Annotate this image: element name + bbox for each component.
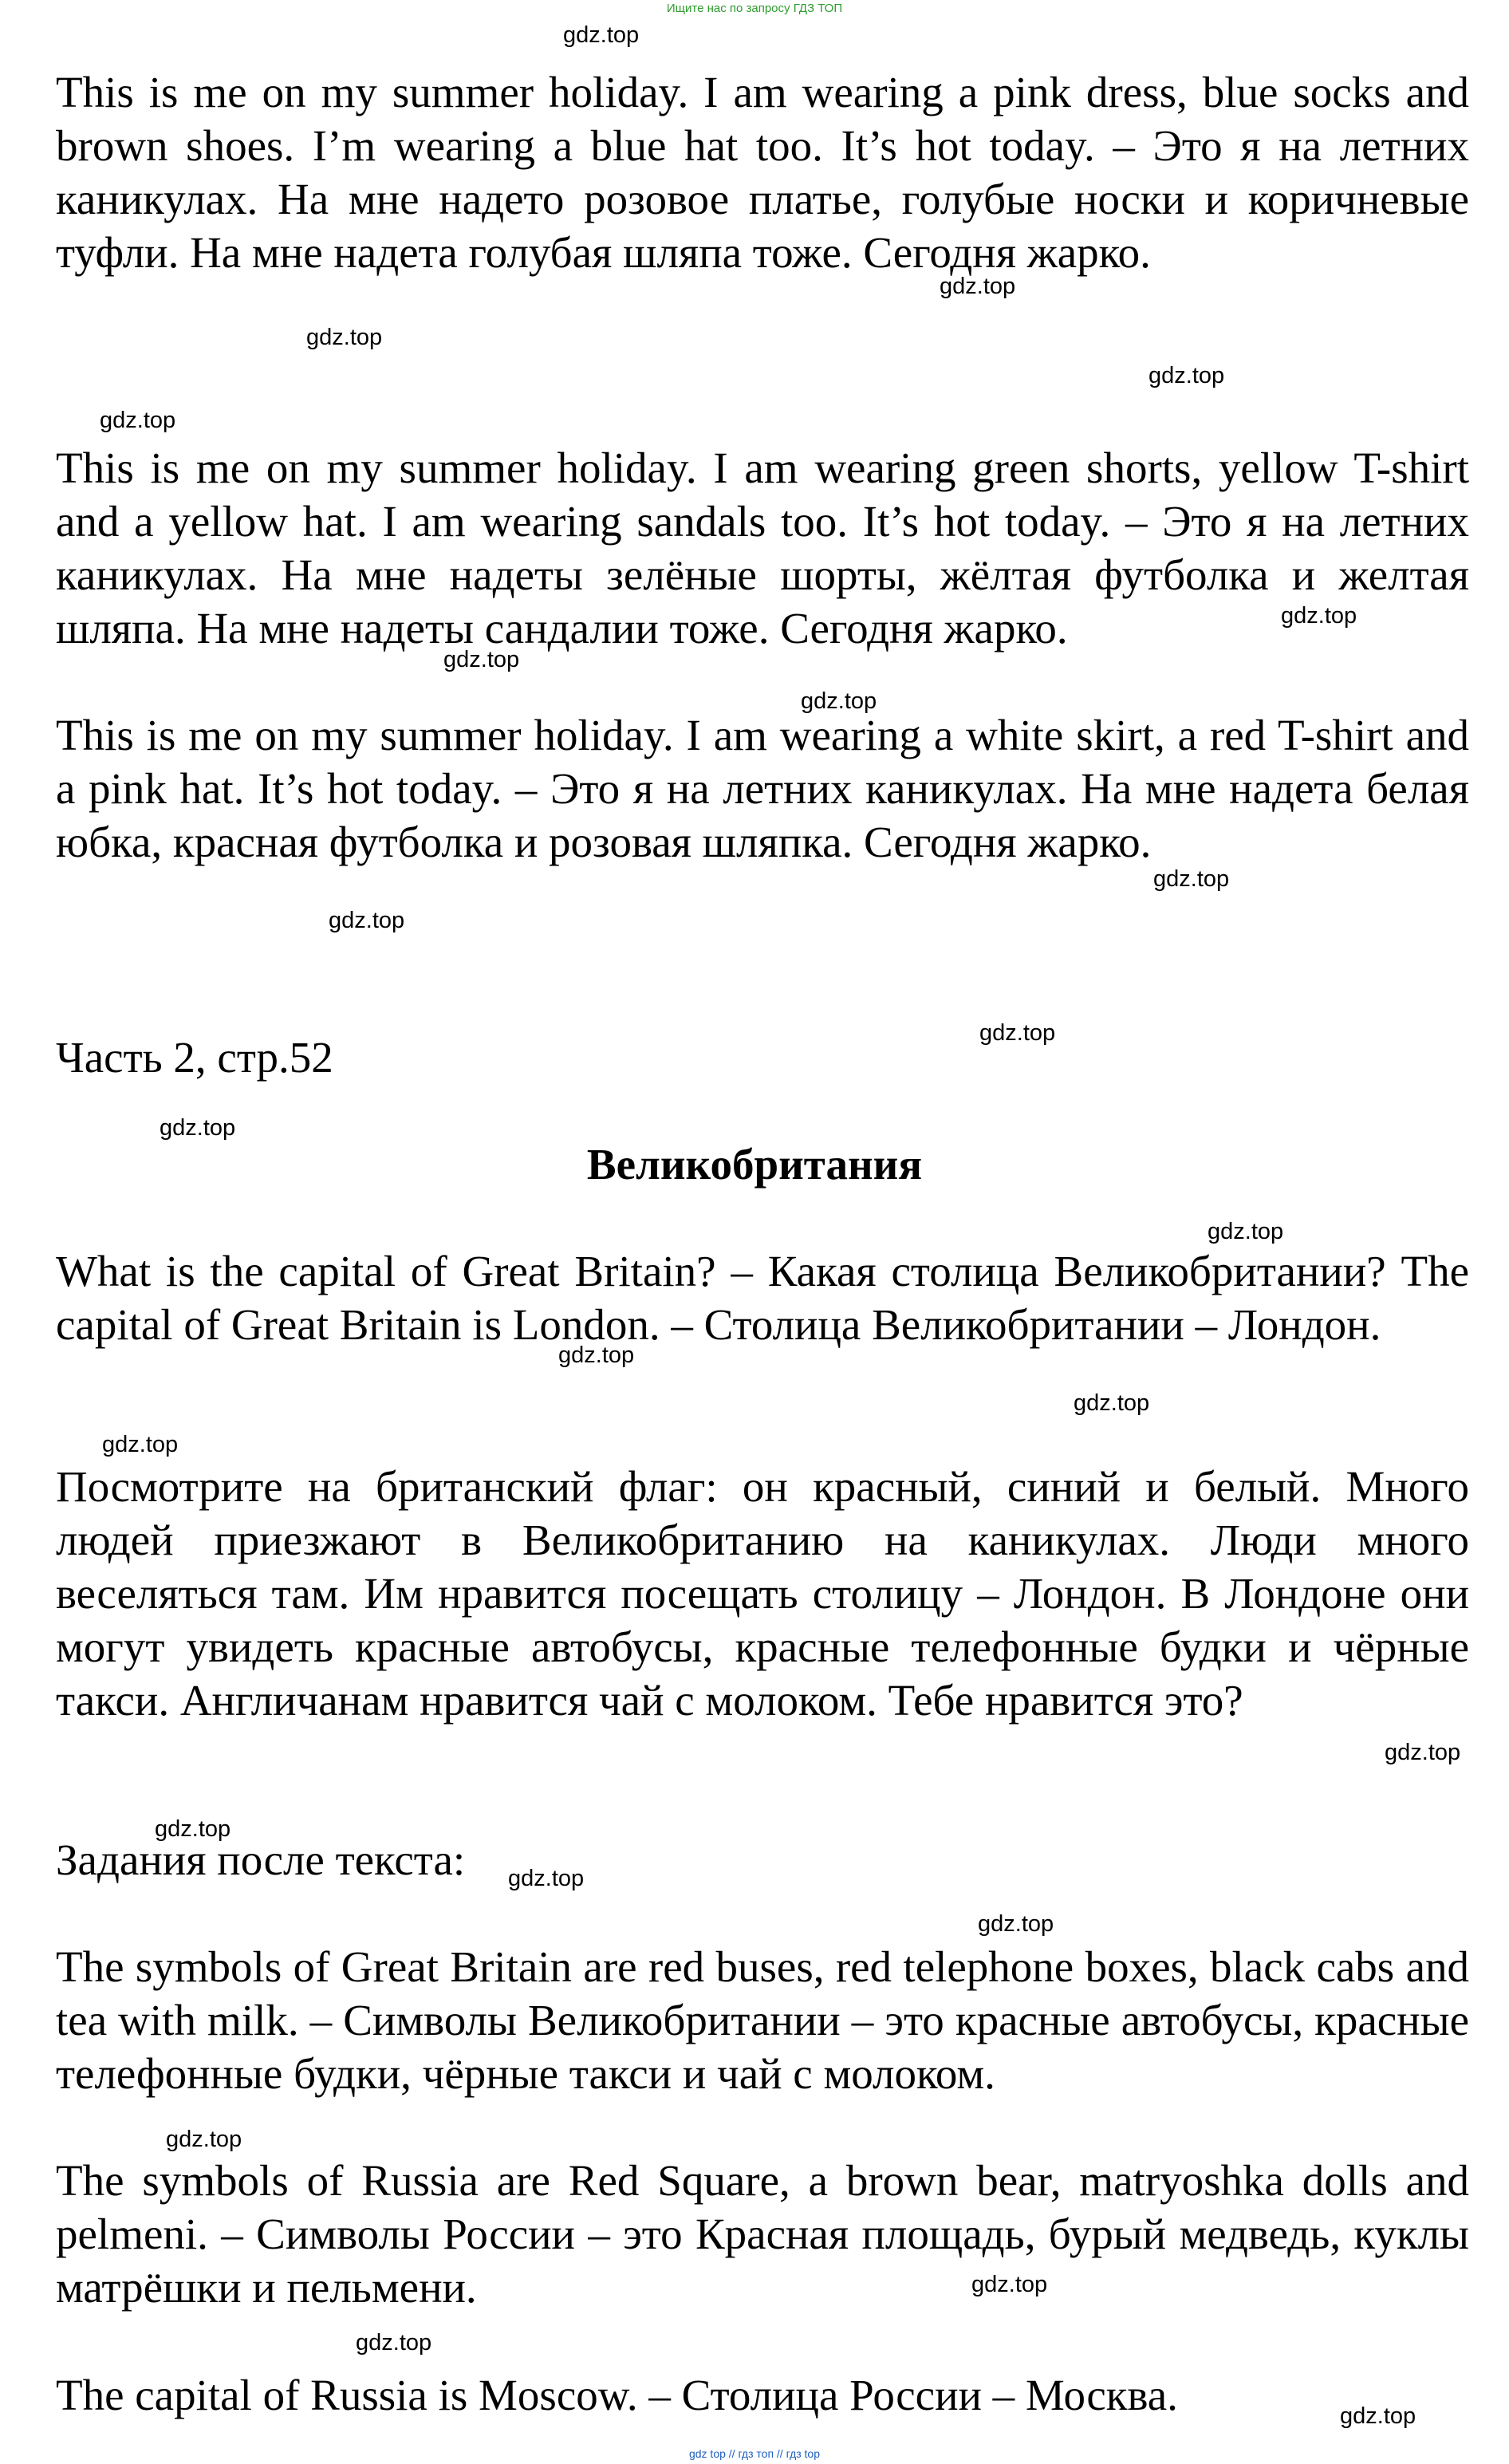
paragraph-symbols-britain: The symbols of Great Britain are red buses, red telephone boxes, black cabs and tea with milk. – Символы Великобритании – это красные автобусы, красные телефонные будки, чёрные такси и чай с молоком.: [56, 1942, 1469, 2098]
paragraph-green-shorts: This is me on my summer holiday. I am wearing green shorts, yellow T-shirt and a yellow hat. I am wearing sandals too. It’s hot today. – Это я на летних каникулах. На мне надеты зелёные шорты, жёлтая футболка и желтая шляпа. На мне надеты сандалии тоже. Сегодня жарко.: [56, 444, 1469, 652]
tasks-label: Задания после текста:: [56, 1835, 466, 1884]
paragraph-symbols-russia: The symbols of Russia are Red Square, a brown bear, matryoshka dolls and pelmeni. – Символы России – это Красная площадь, бурый медведь, куклы матрёшки и пельмени.: [56, 2156, 1469, 2312]
top-banner[interactable]: Ищите нас по запросу ГДЗ ТОП: [666, 2, 843, 15]
paragraph-pink-dress: This is me on my summer holiday. I am wearing a pink dress, blue socks and brown shoes. I’m wearing a blue hat too. It’s hot today. – Это я на летних каникулах. На мне надето розовое платье, голубые носки и коричневые туфли. На мне надета голубая шляпа тоже. Сегодня жарко.: [56, 68, 1469, 277]
page-title: Великобритания: [586, 1140, 923, 1189]
watermark: gdz.top: [443, 647, 520, 672]
watermark: gdz.top: [160, 1115, 236, 1141]
paragraph-white-skirt: This is me on my summer holiday. I am wearing a white skirt, a red T-shirt and a pink hat. It’s hot today. – Это я на летних каникулах. На мне надета белая юбка, красная футболка и розовая шляпка. Сегодня жарко.: [56, 711, 1469, 866]
watermark: gdz.top: [971, 2272, 1048, 2297]
bottom-banner[interactable]: gdz top // гдз топ // гдз top: [688, 2447, 821, 2460]
watermark: gdz.top: [1281, 603, 1357, 629]
watermark: gdz.top: [508, 1866, 585, 1891]
watermark: gdz.top: [166, 2127, 242, 2152]
watermark: gdz.top: [978, 1911, 1054, 1937]
watermark: gdz.top: [102, 1432, 179, 1457]
watermark: gdz.top: [801, 688, 877, 714]
watermark: gdz.top: [940, 274, 1016, 299]
watermark: gdz.top: [155, 1816, 231, 1842]
watermark: gdz.top: [356, 2330, 432, 2356]
watermark: gdz.top: [1148, 363, 1225, 388]
paragraph-capital-question: What is the capital of Great Britain? – Какая столица Великобритании? The capital of Great Britain is London. – Столица Великобритании – Лондон.: [56, 1247, 1469, 1349]
watermark: gdz.top: [1340, 2403, 1416, 2429]
watermark: gdz.top: [1385, 1740, 1461, 1765]
section-label: Часть 2, стр.52: [56, 1033, 333, 1082]
watermark: gdz.top: [100, 408, 176, 433]
paragraph-capital-russia: The capital of Russia is Moscow. – Столица России – Москва.: [56, 2371, 1178, 2419]
paragraph-british-flag: Посмотрите на британский флаг: он красный, синий и белый. Много людей приезжают в Великобританию на каникулах. Люди много веселяться там. Им нравится посещать столицу – Лондон. В Лондоне они могут увидеть красные автобусы, красные телефонные будки и чёрные такси. Англичанам нравится чай с молоком. Тебе нравится это?: [56, 1462, 1469, 1725]
watermark: gdz.top: [1074, 1390, 1150, 1416]
watermark: gdz.top: [329, 908, 405, 933]
watermark: gdz.top: [1208, 1219, 1284, 1244]
watermark: gdz.top: [979, 1020, 1056, 1046]
watermark: gdz.top: [306, 325, 383, 350]
watermark: gdz.top: [1153, 866, 1230, 892]
watermark: gdz.top: [558, 1342, 635, 1368]
watermark: gdz.top: [563, 22, 640, 48]
